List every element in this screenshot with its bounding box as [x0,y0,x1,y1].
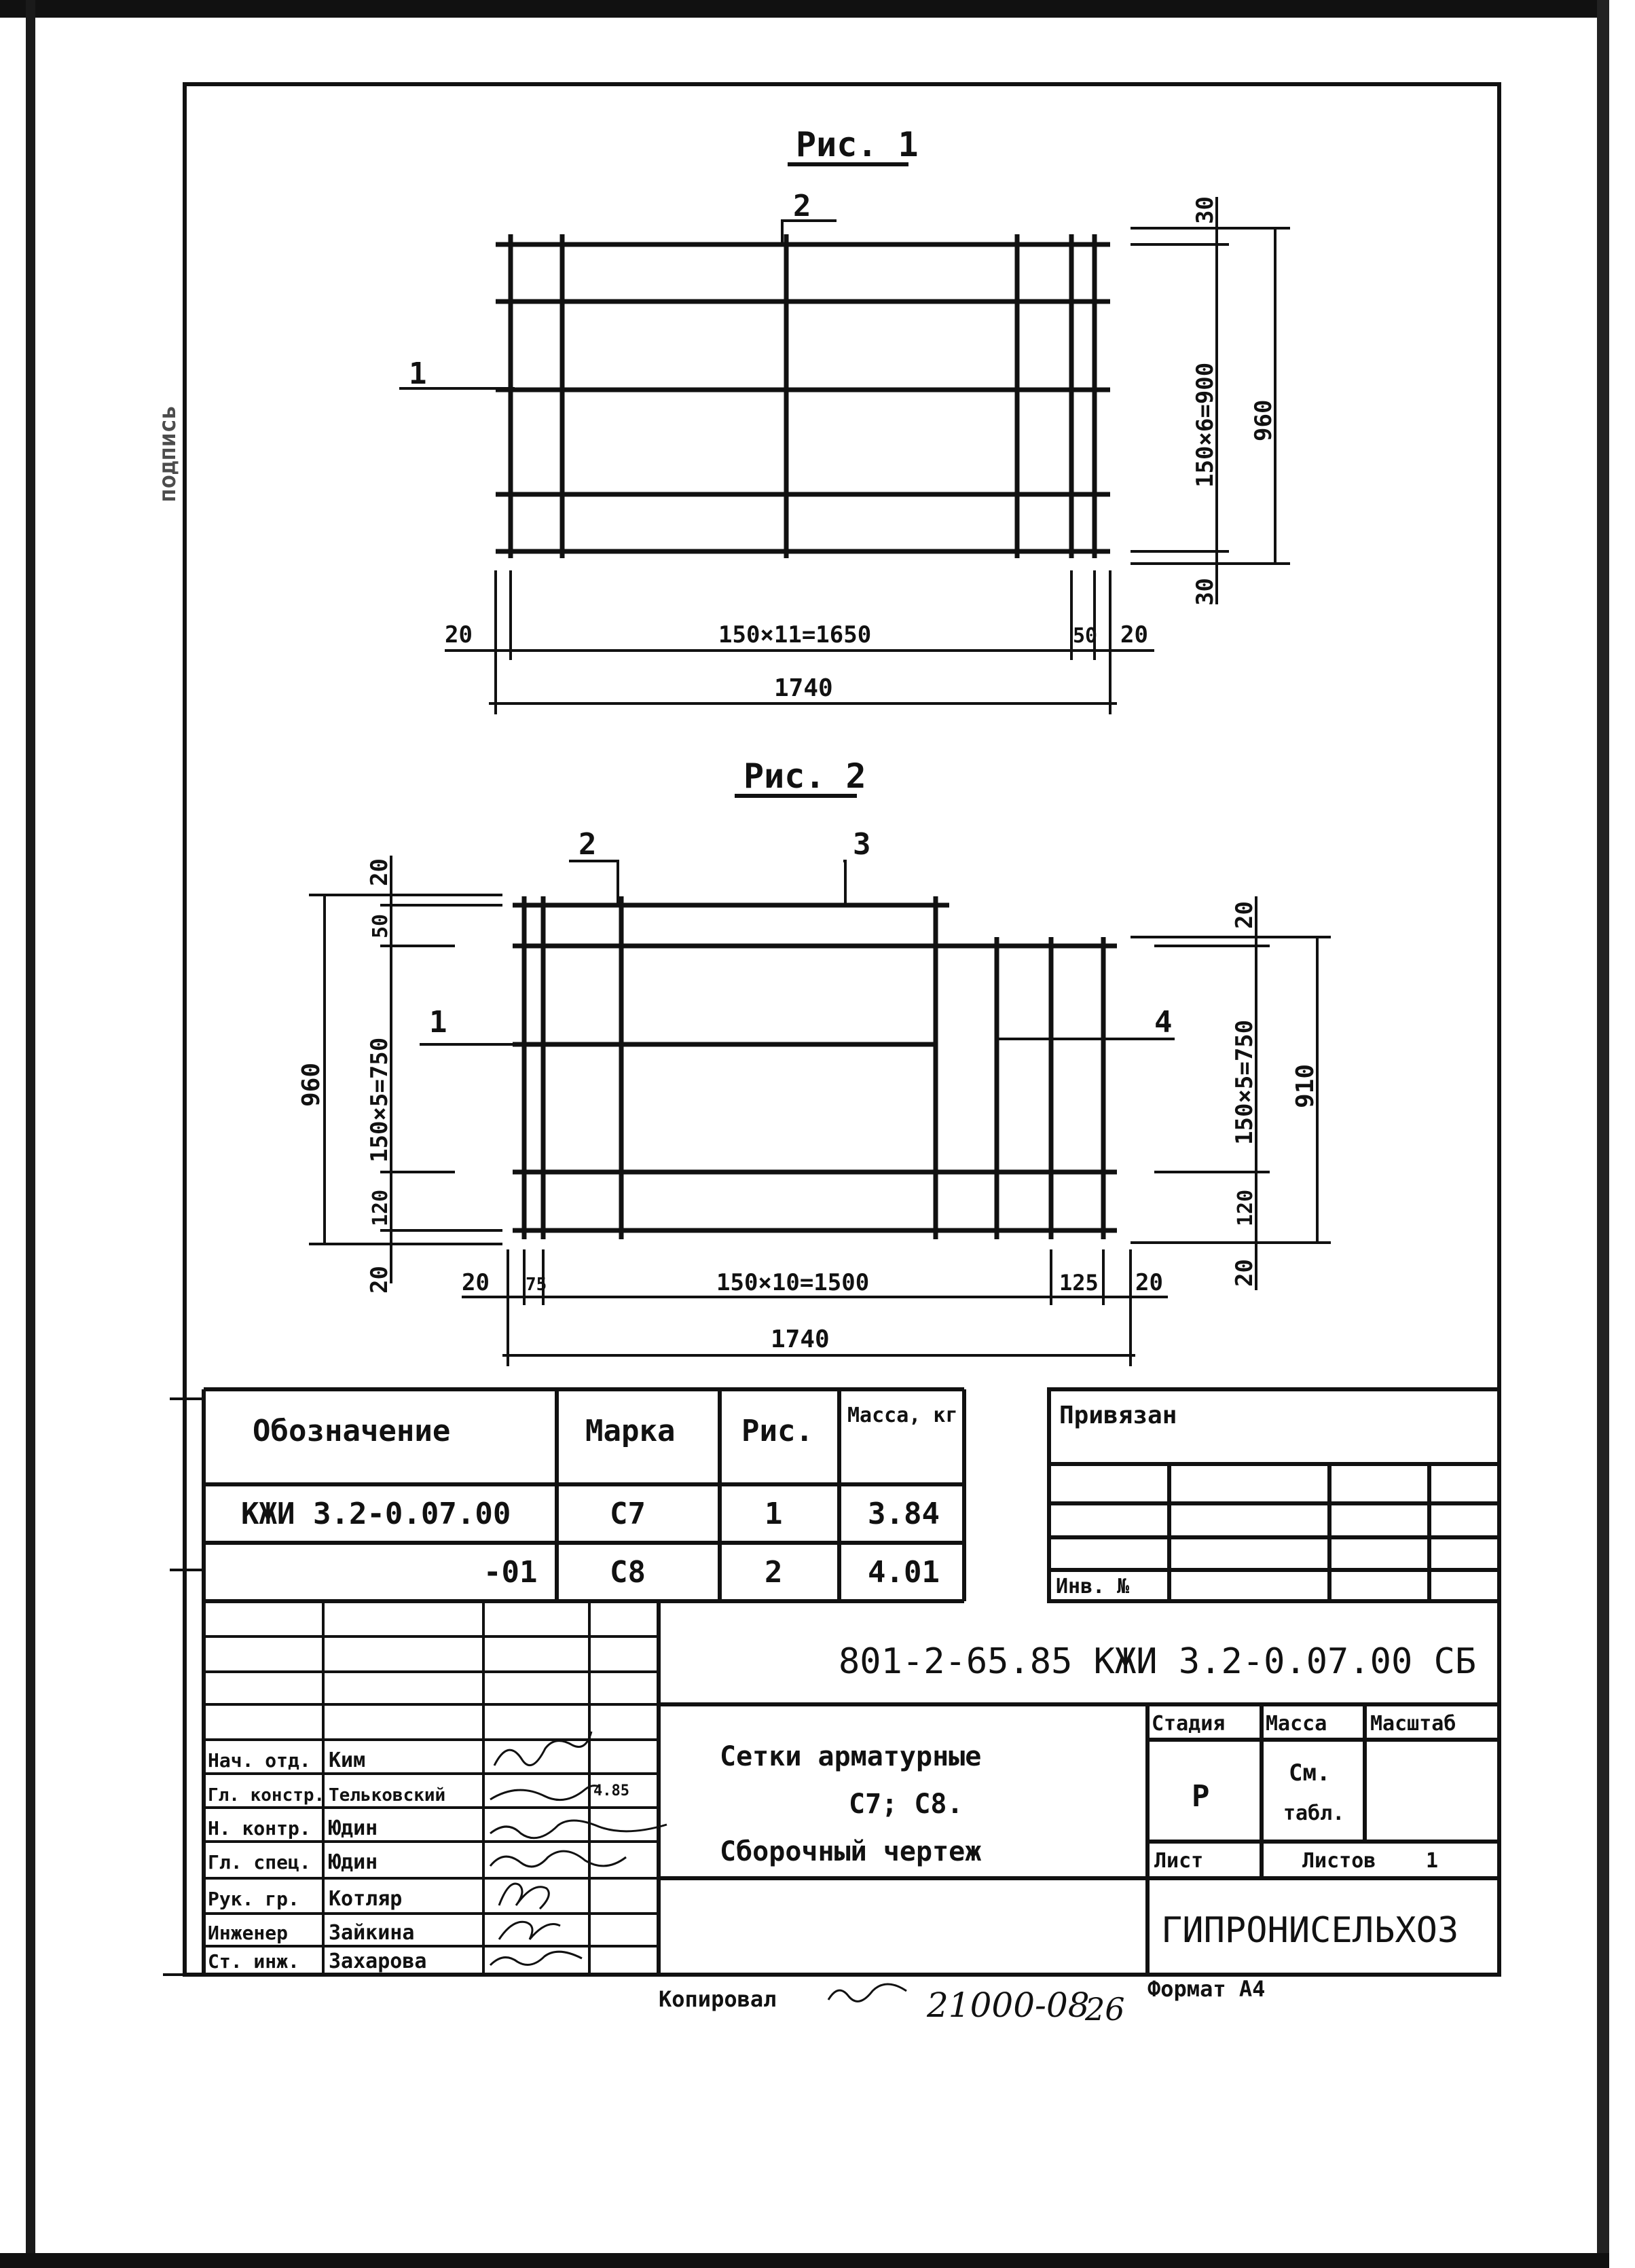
sheets-value: 1 [1426,1849,1439,1873]
spec-row-1-fig: 1 [765,1497,783,1531]
role-name: Тельковский [329,1785,446,1806]
fig2-dim-horizontal-spacing: 150×10=1500 [716,1269,870,1296]
fig1 [399,125,1290,714]
fig2-title: Рис. 2 [743,756,866,796]
fig1-dim-width-total: 1740 [774,674,833,702]
role-label: Н. контр. [208,1817,311,1840]
fig2-dim-right-bottom-offset: 20 [1231,1259,1258,1287]
fig1-dim-right-offset: 20 [1120,621,1148,648]
fig2-callout-4: 4 [1154,1005,1173,1040]
fig1-mesh [496,234,1110,558]
fig1-dim-height-total: 960 [1250,399,1277,441]
role-label: Гл. спец. [208,1851,311,1873]
copied-label: Копировал [659,1986,777,2012]
fig2 [297,756,1331,1366]
title-block [163,1601,1499,1975]
fig1-dim-bottom-offset: 30 [1192,578,1219,606]
fig2-dim-right-bottom-step: 120 [1234,1189,1257,1226]
spec-header-mark: Марка [585,1414,676,1448]
spec-header-designation: Обозначение [253,1414,451,1448]
fig2-dim-right-small: 125 [1059,1270,1099,1296]
fig2-dim-left-top-offset: 20 [366,858,393,886]
signature [490,1952,582,1965]
role-label: Нач. отд. [208,1749,311,1772]
scale-label: Масштаб [1370,1712,1456,1736]
signature [490,1786,599,1800]
role-label: Рук. гр. [208,1888,299,1910]
spec-row-1-mark: С7 [610,1497,646,1531]
copier-signature [828,1984,906,2001]
spec-row-2-mass: 4.01 [868,1555,940,1590]
fig2-callout-2: 2 [578,827,597,862]
fig2-dim-width-total: 1740 [771,1325,830,1353]
signatures [490,1732,667,1965]
role-name: Зайкина [329,1921,415,1945]
format-label: Формат А4 [1147,1976,1266,2002]
stage-label: Стадия [1152,1712,1226,1736]
fig2-dim-right-offset: 20 [1135,1269,1163,1296]
side-stamp: подпись [154,405,181,502]
spec-header-fig: Рис. [741,1414,813,1448]
doc-code: 801-2-65.85 КЖИ 3.2-0.07.00 СБ [839,1641,1477,1682]
doc-title-line: С7; С8. [849,1789,963,1820]
role-label: Инженер [208,1922,289,1944]
spec-row-2-mark: С8 [610,1555,646,1590]
signature [499,1884,549,1909]
drawing-frame [185,84,1499,1975]
mass-label: Масса [1266,1712,1327,1736]
fig2-dim-left-spacing: 150×5=750 [366,1037,393,1163]
sheet-label: Лист [1154,1849,1204,1873]
signature [490,1821,667,1838]
doc-title-line: Сборочный чертеж [720,1836,982,1867]
spec-row-2-fig: 2 [765,1555,783,1590]
role-name: Юдин [329,1850,378,1874]
role-name: Котляр [329,1887,403,1911]
binding-table [1049,1389,1499,1601]
doc-title-line: Сетки арматурные [720,1741,982,1772]
spec-row-2-designation: -01 [483,1555,538,1590]
fig2-mesh [513,896,1117,1239]
fig1-dim-vertical-spacing: 150×6=900 [1192,362,1219,488]
fig2-dim-left-offset: 20 [462,1269,490,1296]
footer [659,1976,1265,2028]
role-label: Ст. инж. [208,1950,299,1973]
role-name: Юдин [329,1816,378,1840]
binding-title: Привязан [1059,1402,1177,1429]
binding-inv-label: Инв. № [1056,1575,1130,1598]
fig1-dim-right-gap: 50 [1073,624,1098,648]
fig2-dim-right-spacing: 150×5=750 [1231,1019,1258,1145]
signature [499,1922,560,1939]
spec-table [170,1389,964,1601]
fig2-dim-height-total: 960 [297,1062,325,1107]
role-label: Гл. констр. [208,1785,325,1806]
fig2-dim-right-top-offset: 20 [1231,901,1258,929]
fig1-dim-left-offset: 20 [445,621,473,648]
stage-value: Р [1192,1779,1210,1814]
role-date: 4.85 [593,1782,629,1799]
sheets-label: Листов [1302,1849,1376,1873]
fig2-callout-1: 1 [429,1005,447,1040]
fig1-dim-horizontal-spacing: 150×11=1650 [718,621,872,648]
mass-value: См. [1289,1759,1331,1787]
signature [490,1851,626,1867]
fig2-dim-right-height: 910 [1291,1063,1319,1108]
fig1-callout-2: 2 [793,189,811,223]
sheet-number: 26 [1085,1991,1125,2028]
fig2-dim-left-bottom-offset: 20 [366,1266,393,1294]
role-name: Ким [329,1749,366,1772]
fig2-dim-left-step: 50 [369,913,392,938]
organization: ГИПРОНИСЕЛЬХОЗ [1161,1910,1459,1951]
fig2-callout-3: 3 [853,827,871,862]
fig1-dim-top-offset: 30 [1192,196,1219,224]
order-number: 21000-08 [927,1986,1090,2025]
role-name: Захарова [329,1950,427,1973]
mass-value: табл. [1283,1801,1345,1825]
spec-row-1-designation: КЖИ 3.2-0.07.00 [241,1497,511,1531]
signature [494,1732,591,1766]
spec-row-1-mass: 3.84 [868,1497,940,1531]
fig2-dim-left-bottom-step: 120 [369,1189,392,1226]
fig1-title: Рис. 1 [796,125,919,164]
fig1-callout-1: 1 [409,356,427,391]
fig2-dim-left-small: 75 [526,1275,547,1295]
spec-header-mass: Масса, кг [847,1404,958,1427]
